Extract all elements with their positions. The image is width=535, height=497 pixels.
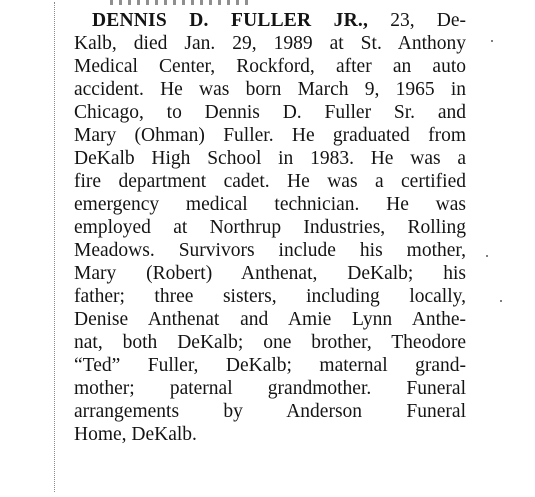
obituary-text	[74, 9, 466, 446]
obituary-name: DENNIS D. FULLER JR.,	[92, 10, 369, 31]
obituary-line: Medical Center, Rockford, after an auto	[74, 56, 466, 77]
print-speck	[500, 300, 502, 302]
print-speck	[486, 255, 488, 257]
obituary-line: fire department cadet. He was a certified	[74, 171, 466, 192]
obituary-line	[74, 9, 466, 32]
print-speck	[491, 40, 493, 42]
obituary-line: Denise Anthenat and Amie Lynn Anthe-	[74, 309, 466, 330]
obituary-line: mother; paternal grandmother. Funeral	[74, 378, 466, 399]
obituary-line: nat, both DeKalb; one brother, Theodore	[74, 332, 466, 353]
obituary-line-text: 23, De-	[368, 10, 466, 31]
obituary-line: accident. He was born March 9, 1965 in	[74, 79, 466, 100]
obituary-line: “Ted” Fuller, DeKalb; maternal grand-	[74, 355, 466, 376]
obituary-line: Meadows. Survivors include his mother,	[74, 240, 466, 261]
obituary-line: Kalb, died Jan. 29, 1989 at St. Anthony	[74, 33, 466, 54]
obituary-line: employed at Northrup Industries, Rolling	[74, 217, 466, 238]
obituary-line: arrangements by Anderson Funeral	[74, 401, 466, 422]
obituary-line: father; three sisters, including locally,	[74, 286, 466, 307]
clipping-edge	[54, 2, 55, 492]
torn-top-edge	[110, 0, 250, 5]
obituary-line: Mary (Robert) Anthenat, DeKalb; his	[74, 263, 466, 284]
obituary-line: Mary (Ohman) Fuller. He graduated from	[74, 125, 466, 146]
obituary-line: Chicago, to Dennis D. Fuller Sr. and	[74, 102, 466, 123]
obituary-line: DeKalb High School in 1983. He was a	[74, 148, 466, 169]
obituary-line: Home, DeKalb.	[74, 424, 197, 445]
obituary-line: emergency medical technician. He was	[74, 194, 466, 215]
